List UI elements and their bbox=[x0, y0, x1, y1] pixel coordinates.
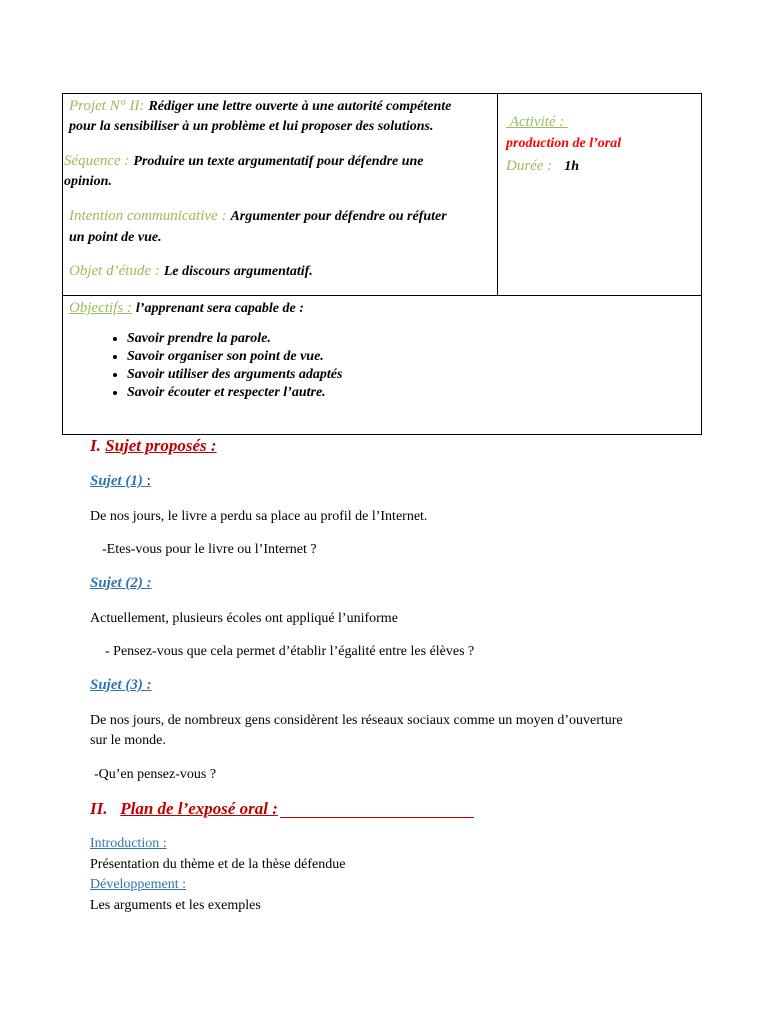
objectifs-list bbox=[103, 330, 342, 402]
objet-label: Objet d’étude : bbox=[69, 263, 160, 279]
objectifs-label: Objectifs : bbox=[69, 300, 132, 316]
section-2-underline bbox=[280, 799, 474, 818]
objectif-item: • Savoir utiliser des arguments adaptés bbox=[127, 366, 342, 384]
developpement-text: Les arguments et les exemples bbox=[90, 898, 261, 913]
sujet-3-line-1b: sur le monde. bbox=[90, 733, 166, 748]
sujet-2-heading: Sujet (2) : bbox=[90, 575, 152, 591]
sujet-2-line-1: Actuellement, plusieurs écoles ont appliqué l’uniforme bbox=[90, 611, 398, 626]
introduction-label: Introduction : bbox=[90, 836, 167, 851]
objectif-item: • Savoir prendre la parole. bbox=[127, 330, 342, 348]
sujet-1-line-2: -Etes-vous pour le livre ou l’Internet ? bbox=[102, 542, 317, 557]
projet-block bbox=[69, 95, 451, 117]
sujet-2-line-2: - Pensez-vous que cela permet d’établir l’égalité entre les élèves ? bbox=[105, 644, 475, 659]
section-2-text: Plan de l’exposé oral : bbox=[120, 799, 278, 818]
header-table bbox=[62, 93, 702, 435]
introduction-text: Présentation du thème et de la thèse défendue bbox=[90, 857, 346, 872]
activite-label: Activité : bbox=[509, 114, 565, 130]
activite-value: production de l’oral bbox=[506, 136, 622, 151]
projet-text-2: pour la sensibiliser à un problème et lui proposer des solutions. bbox=[69, 119, 434, 134]
intention-text-2: un point de vue. bbox=[69, 230, 162, 245]
intention-label: Intention communicative : bbox=[69, 208, 227, 224]
section-2-title bbox=[90, 799, 278, 819]
sujet-1-suffix: : bbox=[142, 473, 151, 489]
projet-label: Projet N° II: bbox=[69, 98, 145, 114]
developpement-label: Développement : bbox=[90, 877, 187, 892]
intention-text-1: Argumenter pour défendre ou réfuter bbox=[230, 209, 447, 224]
duree-label: Durée : bbox=[506, 158, 553, 174]
sujet-1-line-1: De nos jours, le livre a perdu sa place au profil de l’Internet. bbox=[90, 509, 428, 524]
section-2-number: II. bbox=[90, 799, 108, 818]
sequence-block bbox=[64, 150, 424, 172]
sujet-1-label: Sujet (1) bbox=[90, 473, 143, 489]
objectifs-block bbox=[69, 297, 304, 319]
duree-value: 1h bbox=[564, 159, 580, 174]
section-1-number: I. bbox=[90, 436, 101, 455]
objet-block bbox=[69, 260, 313, 282]
section-1-text: Sujet proposés : bbox=[105, 436, 217, 455]
objectifs-intro: l’apprenant sera capable de : bbox=[135, 301, 304, 316]
sequence-label: Séquence : bbox=[64, 153, 130, 169]
sujet-3-heading: Sujet (3) : bbox=[90, 677, 152, 693]
sujet-3-line-1a: De nos jours, de nombreux gens considèrent les réseaux sociaux comme un moyen d’ouverture bbox=[90, 713, 623, 728]
sequence-text-1: Produire un texte argumentatif pour défendre une bbox=[133, 154, 424, 169]
duree-block bbox=[506, 155, 579, 177]
objectif-item: • Savoir écouter et respecter l’autre. bbox=[127, 384, 342, 402]
objectifs-cell bbox=[63, 296, 701, 434]
intention-block bbox=[69, 205, 447, 227]
objet-text: Le discours argumentatif. bbox=[163, 264, 313, 279]
sequence-text-2: opinion. bbox=[64, 174, 112, 189]
objectif-item: • Savoir organiser son point de vue. bbox=[127, 348, 342, 366]
sujet-3-line-2: -Qu’en pensez-vous ? bbox=[94, 767, 217, 782]
section-1-title bbox=[90, 436, 217, 456]
projet-text-1: Rédiger une lettre ouverte à une autorité compétente bbox=[148, 99, 452, 114]
sujet-1-heading bbox=[90, 473, 151, 490]
project-info-cell bbox=[63, 94, 498, 296]
activity-cell bbox=[498, 94, 701, 296]
